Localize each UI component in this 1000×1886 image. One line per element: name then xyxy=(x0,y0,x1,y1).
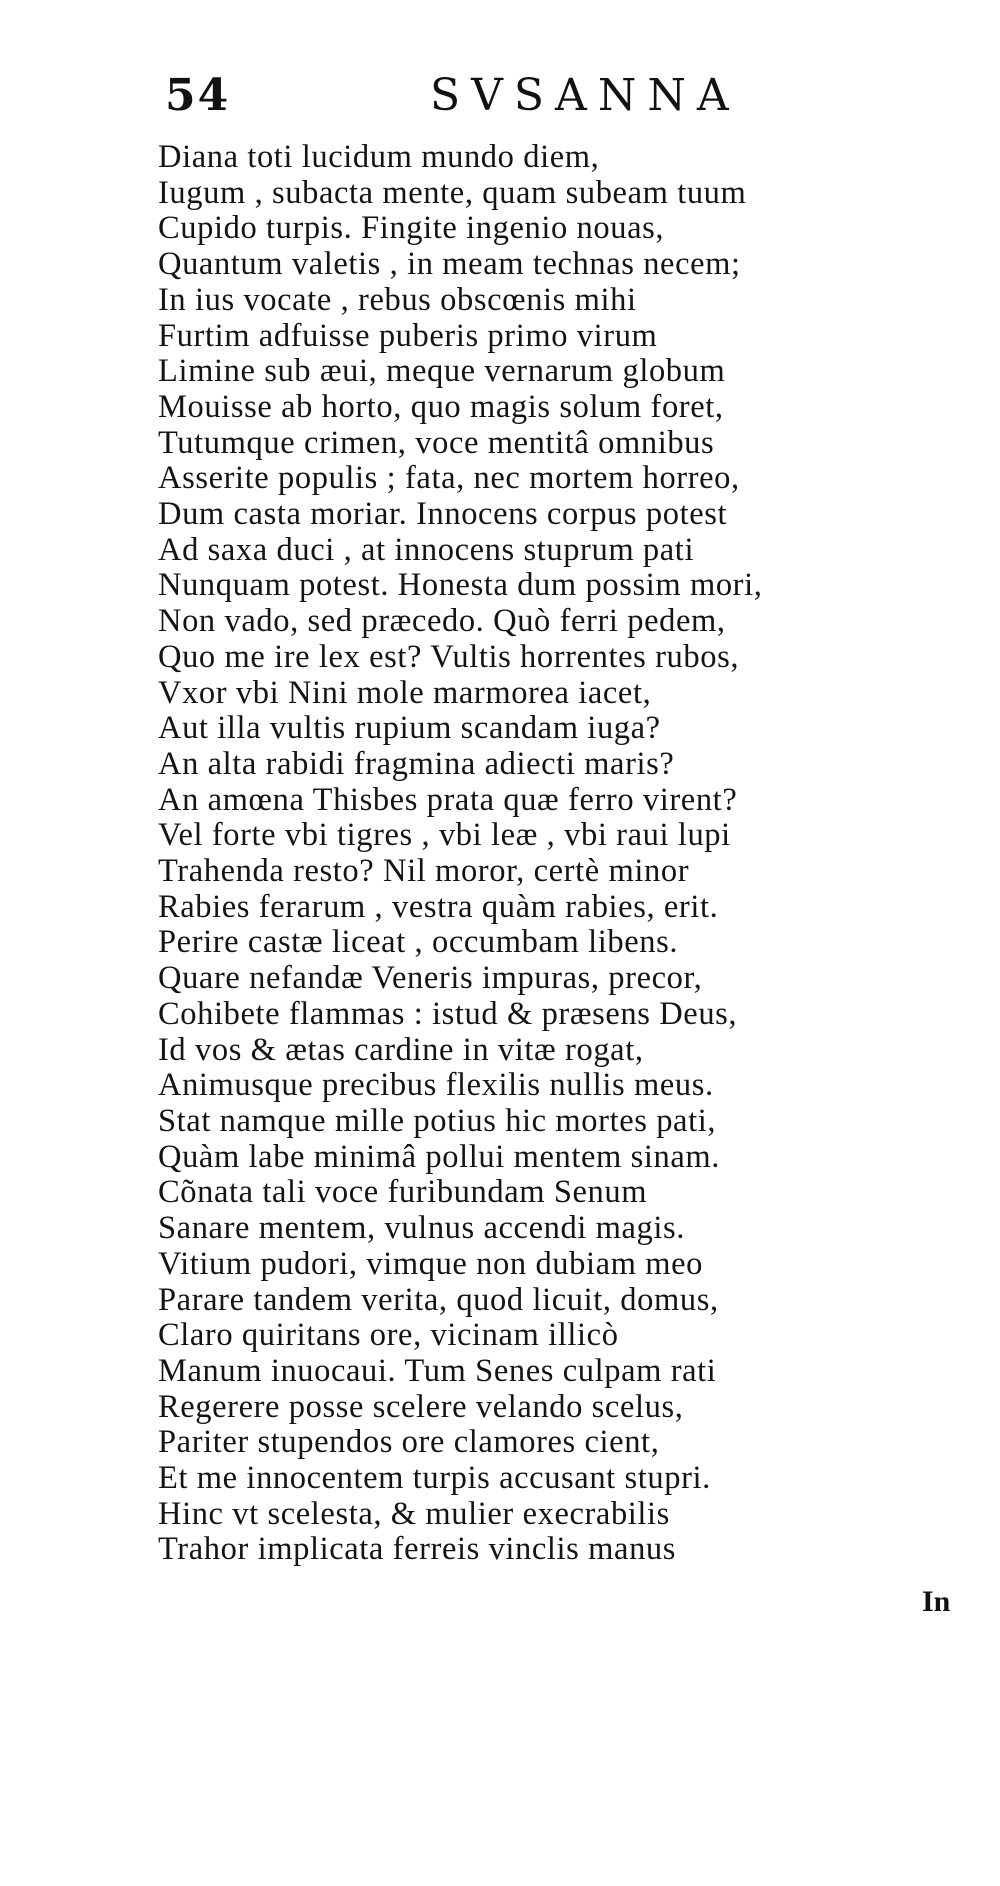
verse-line: Trahenda resto? Nil moror, certè minor xyxy=(158,853,690,890)
page-header xyxy=(160,70,740,130)
verse-line: Vitium pudori, vimque non dubiam meo xyxy=(158,1245,704,1282)
verse-line: Id vos & ætas cardine in vitæ rogat, xyxy=(158,1031,644,1068)
verse-line: In ius vocate , rebus obscœnis mihi xyxy=(158,281,637,318)
verse-line: Hinc vt scelesta, & mulier execrabilis xyxy=(158,1495,670,1532)
verse-line: Iugum , subacta mente, quam subeam tuum xyxy=(158,174,747,211)
verse-line: Animusque precibus flexilis nullis meus. xyxy=(158,1067,714,1104)
verse-line: Non vado, sed præcedo. Quò ferri pedem, xyxy=(158,603,726,640)
verse-line: Asserite populis ; fata, nec mortem horreo, xyxy=(158,460,740,497)
verse-line: Cõnata tali voce furibundam Senum xyxy=(158,1174,648,1211)
verse-line: Quantum valetis , in meam technas necem; xyxy=(158,246,741,283)
verse-line: Perire castæ liceat , occumbam libens. xyxy=(158,924,679,961)
catchword: In xyxy=(922,1585,951,1618)
verse-line: Limine sub æui, meque vernarum globum xyxy=(158,353,726,390)
verse-line: Rabies ferarum , vestra quàm rabies, erit. xyxy=(158,888,719,925)
verse-line: An alta rabidi fragmina adiecti maris? xyxy=(158,745,675,782)
running-title: SVSANNA xyxy=(430,70,740,121)
verse-line: Vel forte vbi tigres , vbi leæ , vbi raui lupi xyxy=(158,817,731,854)
verse-line: Claro quiritans ore, vicinam illicò xyxy=(158,1317,619,1354)
verse-line: Cupido turpis. Fingite ingenio nouas, xyxy=(158,210,665,247)
verse-line: Stat namque mille potius hic mortes pati, xyxy=(158,1102,717,1139)
verse-line: Regerere posse scelere velando scelus, xyxy=(158,1388,684,1425)
verse-line: Diana toti lucidum mundo diem, xyxy=(158,139,600,175)
page-number: 54 xyxy=(165,70,231,121)
verse-line: Quàm labe minimâ pollui mentem sinam. xyxy=(158,1138,720,1175)
verse-line: Tutumque crimen, voce mentitâ omnibus xyxy=(158,424,715,461)
verse-line: Dum casta moriar. Innocens corpus potest xyxy=(158,496,728,533)
verse-line: Mouisse ab horto, quo magis solum foret, xyxy=(158,388,724,425)
verse-text xyxy=(158,140,858,1568)
verse-line: Pariter stupendos ore clamores cient, xyxy=(158,1424,660,1461)
verse-line: Furtim adfuisse puberis primo virum xyxy=(158,317,658,354)
verse-line: Trahor implicata ferreis vinclis manus xyxy=(158,1531,677,1568)
verse-line: Parare tandem verita, quod licuit, domus, xyxy=(158,1281,719,1318)
verse-line: Sanare mentem, vulnus accendi magis. xyxy=(158,1210,686,1247)
verse-line: An amœna Thisbes prata quæ ferro virent? xyxy=(158,781,738,818)
verse-line: Cohibete flammas : istud & præsens Deus, xyxy=(158,995,738,1032)
verse-line: Vxor vbi Nini mole marmorea iacet, xyxy=(158,674,652,711)
verse-line: Quare nefandæ Veneris impuras, precor, xyxy=(158,960,703,997)
verse-line: Ad saxa duci , at innocens stuprum pati xyxy=(158,531,695,568)
verse-line: Quo me ire lex est? Vultis horrentes rubos, xyxy=(158,638,740,675)
verse-line: Aut illa vultis rupium scandam iuga? xyxy=(158,710,661,747)
verse-line: Nunquam potest. Honesta dum possim mori, xyxy=(158,567,763,604)
verse-line: Et me innocentem turpis accusant stupri. xyxy=(158,1460,711,1497)
verse-line: Manum inuocaui. Tum Senes culpam rati xyxy=(158,1352,717,1389)
